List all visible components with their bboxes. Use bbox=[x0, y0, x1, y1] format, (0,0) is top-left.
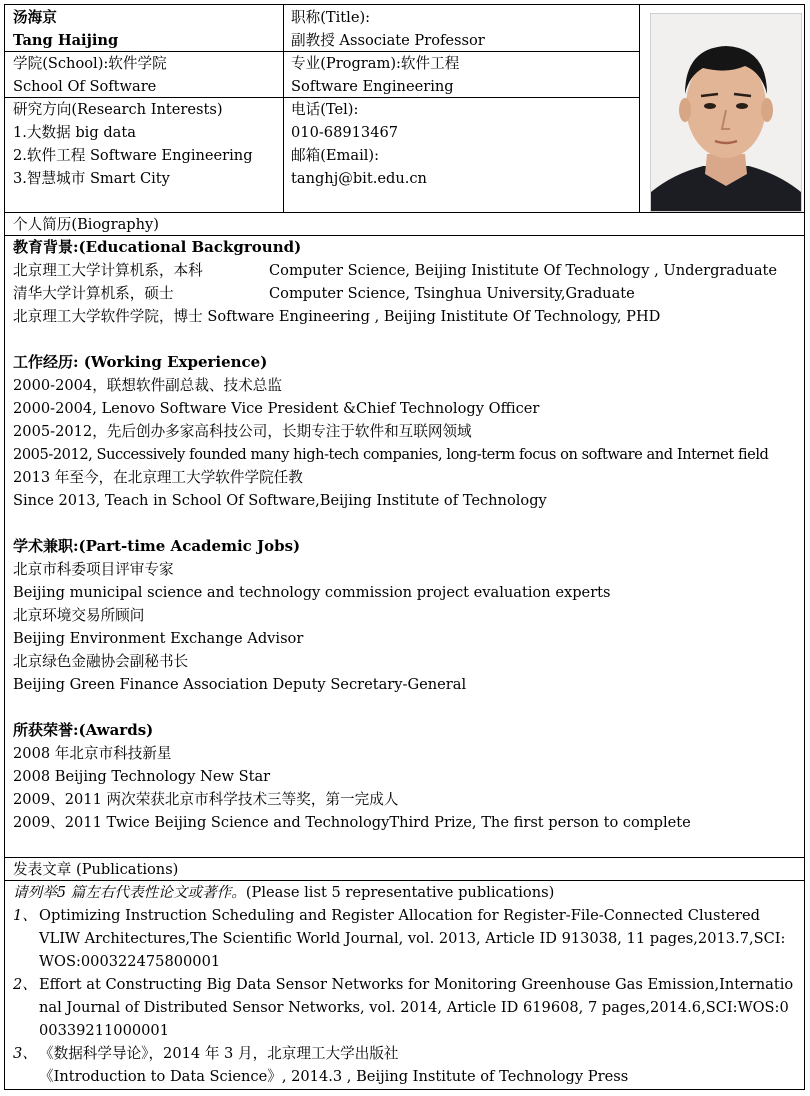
publication-number: 2、 bbox=[13, 976, 37, 993]
tel-value: 010-68913467 bbox=[291, 124, 399, 141]
tel-label: 电话(Tel): bbox=[291, 101, 359, 118]
publication-text: Optimizing Instruction Scheduling and Register Allocation for Register-File-Connected Clustered VLIW Architectures,The Scientific World Journal, vol. 2013, Article ID 913038, 11 pages,2013.7,SCI: WOS:000322475800001 bbox=[39, 907, 786, 970]
job-item: 北京市科委项目评审专家 bbox=[13, 561, 174, 578]
award-item: 2009、2011 Twice Beijing Science and TechnologyThird Prize, The first person to complete bbox=[13, 814, 691, 831]
work-item: Since 2013, Teach in School Of Software,Beijing Institute of Technology bbox=[13, 492, 547, 509]
publication-text: Effort at Constructing Big Data Sensor Networks for Monitoring Greenhouse Gas Emission,International Journal of Distributed Sensor Networks, vol. 2014, Article ID 619608, 7 pages,2014.6,SCI:WOS:000339211000001 bbox=[39, 976, 794, 1039]
job-item: 北京绿色金融协会副秘书长 bbox=[13, 653, 189, 670]
title-value: 副教授 Associate Professor bbox=[291, 32, 485, 49]
school-label: 学院(School):软件学院 bbox=[13, 55, 167, 72]
education-detail: Computer Science, Tsinghua University,Graduate bbox=[269, 285, 635, 302]
grid-line bbox=[639, 5, 640, 212]
program-value: Software Engineering bbox=[291, 78, 454, 95]
portrait-icon bbox=[651, 14, 801, 211]
jobs-heading: 学术兼职:(Part-time Academic Jobs) bbox=[13, 537, 301, 555]
title-cell bbox=[283, 5, 639, 52]
name-en: Tang Haijing bbox=[13, 32, 119, 49]
name-cell bbox=[5, 5, 283, 52]
education-school: 北京理工大学计算机系，本科 bbox=[13, 262, 203, 279]
instruction-en: (Please list 5 representative publications) bbox=[245, 884, 555, 901]
job-item: Beijing municipal science and technology commission project evaluation experts bbox=[13, 584, 611, 601]
job-item: Beijing Environment Exchange Advisor bbox=[13, 630, 304, 647]
work-heading: 工作经历: (Working Experience) bbox=[13, 353, 268, 371]
title-label: 职称(Title): bbox=[291, 9, 371, 26]
biography-header bbox=[5, 212, 804, 236]
biography-header-label: 个人简历(Biography) bbox=[13, 216, 159, 233]
job-item: Beijing Green Finance Association Deputy Secretary-General bbox=[13, 676, 467, 693]
education-row bbox=[13, 259, 798, 282]
work-item: 2013 年至今，在北京理工大学软件学院任教 bbox=[13, 469, 303, 486]
contact-cell bbox=[283, 97, 639, 190]
award-item: 2008 Beijing Technology New Star bbox=[13, 768, 271, 785]
education-detail: Computer Science, Beijing Inistitute Of Technology , Undergraduate bbox=[269, 262, 778, 279]
publication-item bbox=[13, 1042, 798, 1065]
interests-cell bbox=[5, 97, 283, 190]
education-school: 清华大学计算机系，硕士 bbox=[13, 285, 174, 302]
email-label: 邮箱(Email): bbox=[291, 147, 380, 164]
program-label: 专业(Program):软件工程 bbox=[291, 55, 460, 72]
publications-header bbox=[5, 857, 804, 881]
award-item: 2008 年北京市科技新星 bbox=[13, 745, 172, 762]
publication-item bbox=[13, 904, 798, 973]
program-cell bbox=[283, 51, 639, 98]
name-cn: 汤海京 bbox=[13, 9, 57, 26]
work-item: 2005-2012, Successively founded many high-tech companies, long-term focus on software and Internet field bbox=[13, 446, 769, 463]
publications-instruction bbox=[13, 881, 798, 904]
interest-item: 2.软件工程 Software Engineering bbox=[13, 147, 253, 164]
school-value: School Of Software bbox=[13, 78, 157, 95]
education-heading: 教育背景:(Educational Background) bbox=[13, 238, 302, 256]
work-item: 2000-2004，联想软件副总裁、技术总监 bbox=[13, 377, 282, 394]
publication-number: 1、 bbox=[13, 907, 37, 924]
job-item: 北京环境交易所顾问 bbox=[13, 607, 145, 624]
publication-text: 《数据科学导论》，2014 年 3 月，北京理工大学出版社 bbox=[39, 1045, 399, 1062]
school-cell bbox=[5, 51, 283, 98]
publication-item bbox=[13, 973, 798, 1042]
cv-form bbox=[4, 4, 805, 1090]
portrait-photo bbox=[650, 13, 802, 212]
publication-text-en: 《Introduction to Data Science》, 2014.3 , Beijing Institute of Technology Press bbox=[39, 1068, 629, 1085]
publications-body bbox=[5, 880, 804, 1088]
award-item: 2009、2011 两次荣获北京市科学技术三等奖，第一完成人 bbox=[13, 791, 399, 808]
education-row: 北京理工大学软件学院，博士 Software Engineering , Beijing Inistitute Of Technology, PHD bbox=[13, 308, 661, 325]
awards-heading: 所获荣誉:(Awards) bbox=[13, 721, 154, 739]
interest-item: 3.智慧城市 Smart City bbox=[13, 170, 170, 187]
publications-header-label: 发表文章 (Publications) bbox=[13, 861, 179, 878]
instruction-cn: 请列举5 篇左右代表性论文或著作。 bbox=[13, 884, 246, 901]
interests-label: 研究方向(Research Interests) bbox=[13, 101, 223, 118]
education-row bbox=[13, 282, 798, 305]
biography-body bbox=[5, 235, 804, 834]
interest-item: 1.大数据 big data bbox=[13, 124, 136, 141]
publication-number: 3、 bbox=[13, 1045, 37, 1062]
work-item: 2005-2012，先后创办多家高科技公司，长期专注于软件和互联网领域 bbox=[13, 423, 472, 440]
work-item: 2000-2004, Lenovo Software Vice President &Chief Technology Officer bbox=[13, 400, 540, 417]
email-value: tanghj@bit.edu.cn bbox=[291, 170, 427, 187]
